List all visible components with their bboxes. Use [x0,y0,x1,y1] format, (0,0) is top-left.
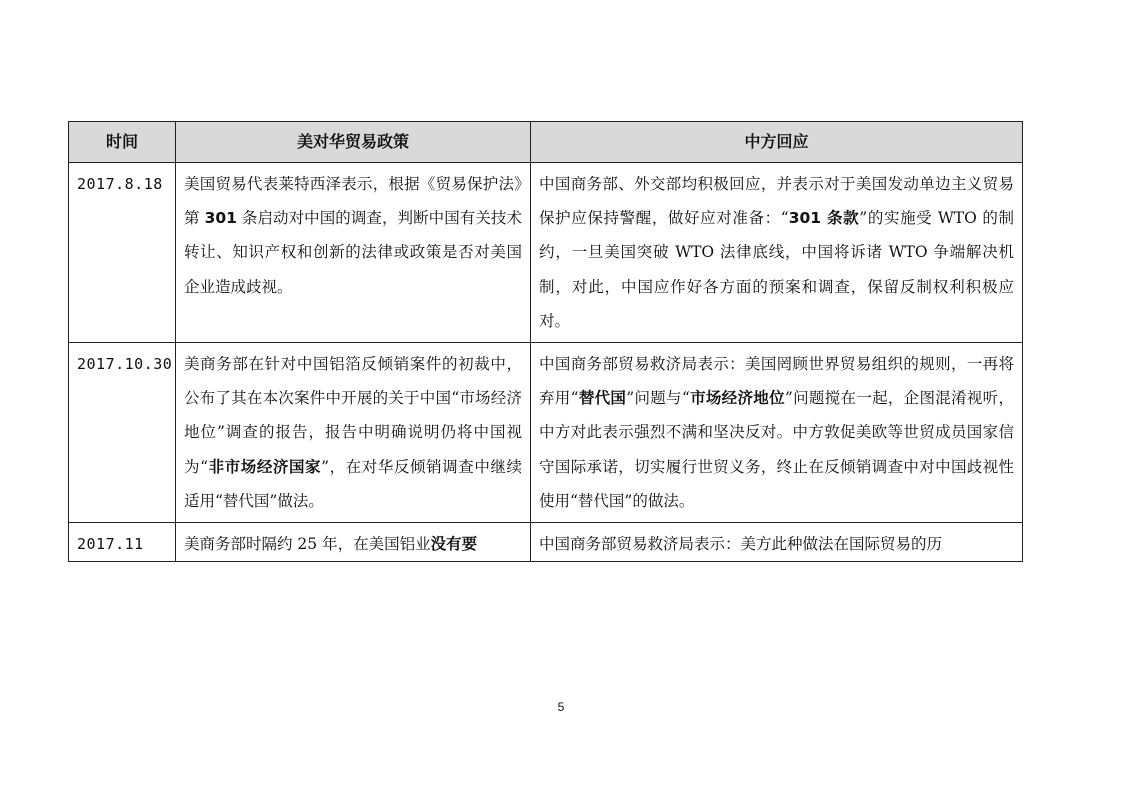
date-cell: 2017.10.30 [69,343,176,523]
text-run: 中国商务部贸易救济局表示：美方此种做法在国际贸易的历 [539,535,943,554]
text-run: 中国商务部、外交部均积极回应，并表示对于美国发动单边主义贸易保护应保持警醒，做好应对准备：“ [539,175,1014,228]
text-run: ”问题与“ [626,389,690,408]
text-run: ”，在对华反倾销调查中继续适用“替代国”做法。 [184,457,522,510]
header-date: 时间 [69,122,176,163]
text-run-bold: 替代国 [578,389,627,408]
text-run: 条启动对中国的调查，判断中国有关技术转让、知识产权和创新的法律或政策是否对美国企业造成歧视。 [184,209,522,296]
cn-response-cell [531,523,1023,562]
cn-response-cell [531,163,1023,343]
text-run: ”问题搅在一起，企图混淆视听，中方对此表示强烈不满和坚决反对。中方敦促美欧等世贸成员国家信守国际承诺，切实履行世贸义务，终止在反倾销调查中对中国歧视性使用“替代国”的做法。 [539,389,1014,510]
text-run-bold: 301 [204,209,237,228]
page-number: 5 [557,700,565,714]
text-run: ”的实施受 WTO 的制约，一旦美国突破 WTO 法律底线，中国将诉诸 WTO 争端解决机制，对此，中国应作好各方面的预案和调查，保留反制权利积极应对。 [539,209,1014,330]
header-cn-response: 中方回应 [531,122,1023,163]
header-us-policy: 美对华贸易政策 [176,122,531,163]
text-run: 美国贸易代表莱特西泽表示，根据《贸易保护法》第 [184,175,522,228]
cn-response-cell [531,343,1023,523]
date-cell: 2017.8.18 [69,163,176,343]
text-run: 中国商务部贸易救济局表示：美国罔顾世界贸易组织的规则，一再将弃用“ [539,355,1014,408]
date-cell: 2017.11 [69,523,176,562]
us-policy-cell [176,523,531,562]
us-policy-cell [176,163,531,343]
trade-policy-table [68,121,1023,562]
us-policy-cell [176,343,531,523]
table-row [69,523,1023,562]
text-run-bold: 市场经济地位 [689,389,785,408]
text-run: 美商务部时隔约 25 年，在美国铝业 [184,535,431,554]
text-run: 美商务部在针对中国铝箔反倾销案件的初裁中，公布了其在本次案件中开展的关于中国“市场经济地位”调查的报告，报告中明确说明仍将中国视为“ [184,355,522,476]
table-row [69,163,1023,343]
header-row [69,122,1023,163]
table-row [69,343,1023,523]
table-header [69,122,1023,163]
text-run-bold: 没有要 [430,535,478,554]
table-body [69,163,1023,562]
text-run-bold: 301 条款 [788,209,860,228]
text-run-bold: 非市场经济国家 [208,457,322,476]
